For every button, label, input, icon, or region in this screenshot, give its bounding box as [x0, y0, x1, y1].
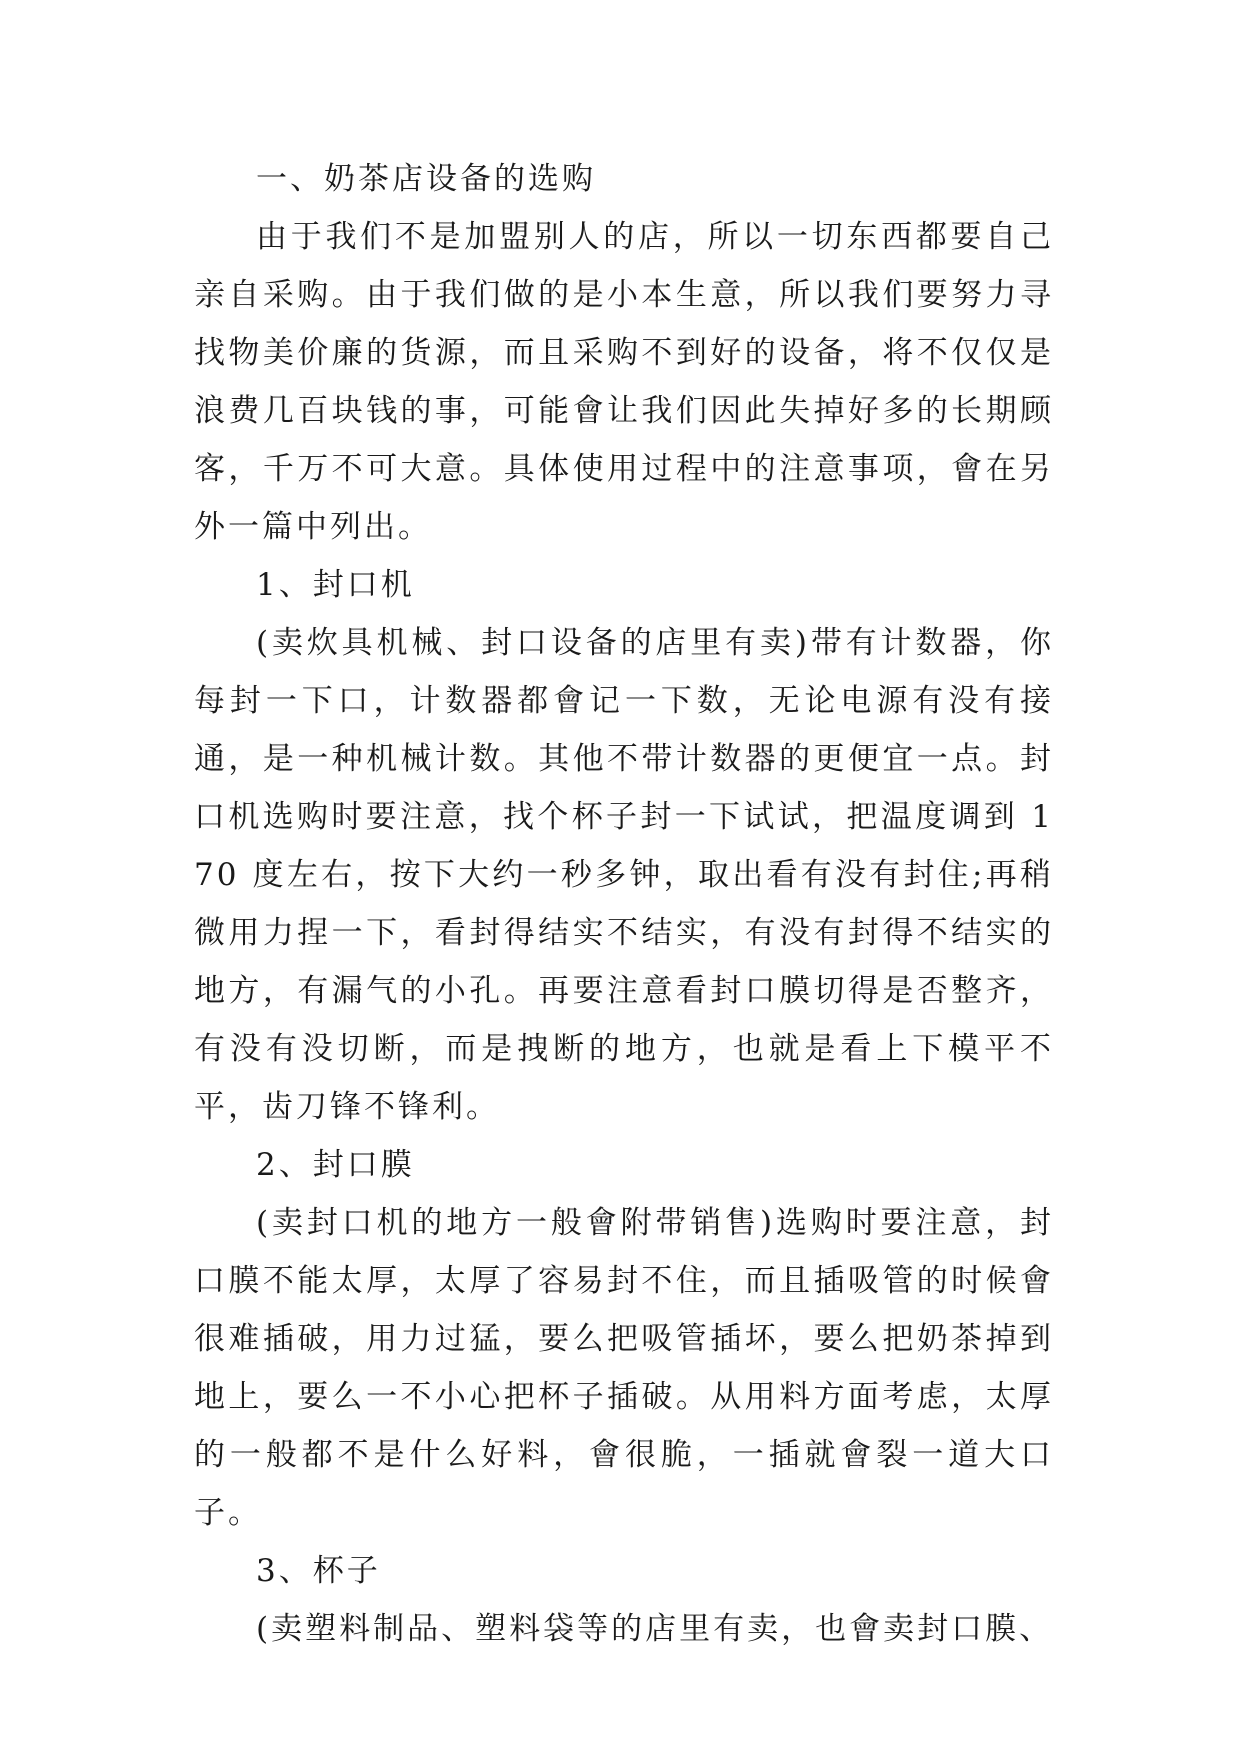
item-heading-sealer: 1、封口机	[256, 567, 415, 603]
sealer-paragraph: (卖炊具机械、封口设备的店里有卖)带有计数器，你每封一下口，计数器都會记一下数，无论电源有没有接通，是一种机械计数。其他不带计数器的更便宜一点。封口机选购时要注意，找个杯子封一下试试，把温度调到 170 度左右，按下大约一秒多钟，取出看有没有封住;再稍微用力捏一下，看封得结实不结实，有没有封得不结实的地方，有漏气的小孔。再要注意看封口膜切得是否整齐，有没有没切断，而是拽断的地方，也就是看上下模平不平，齿刀锋不锋利。	[194, 625, 1054, 1125]
intro-paragraph: 由于我们不是加盟别人的店，所以一切东西都要自己亲自采购。由于我们做的是小本生意，所以我们要努力寻找物美价廉的货源，而且采购不到好的设备，将不仅仅是浪费几百块钱的事，可能會让我们因此失掉好多的长期顾客，千万不可大意。具体使用过程中的注意事项，會在另外一篇中列出。	[194, 219, 1054, 545]
item-heading-cups: 3、杯子	[256, 1553, 381, 1589]
item-heading-sealing-film: 2、封口膜	[256, 1147, 415, 1183]
sealing-film-paragraph: (卖封口机的地方一般會附带销售)选购时要注意，封口膜不能太厚，太厚了容易封不住，而且插吸管的时候會很难插破，用力过猛，要么把吸管插坏，要么把奶茶掉到地上，要么一不小心把杯子插破。从用料方面考虑，太厚的一般都不是什么好料，會很脆，一插就會裂一道大口子。	[194, 1205, 1054, 1531]
cups-paragraph: (卖塑料制品、塑料袋等的店里有卖，也會卖封口膜、	[256, 1611, 1054, 1647]
document-body	[194, 150, 1054, 1658]
section-heading: 一、奶茶店设备的选购	[256, 161, 596, 197]
